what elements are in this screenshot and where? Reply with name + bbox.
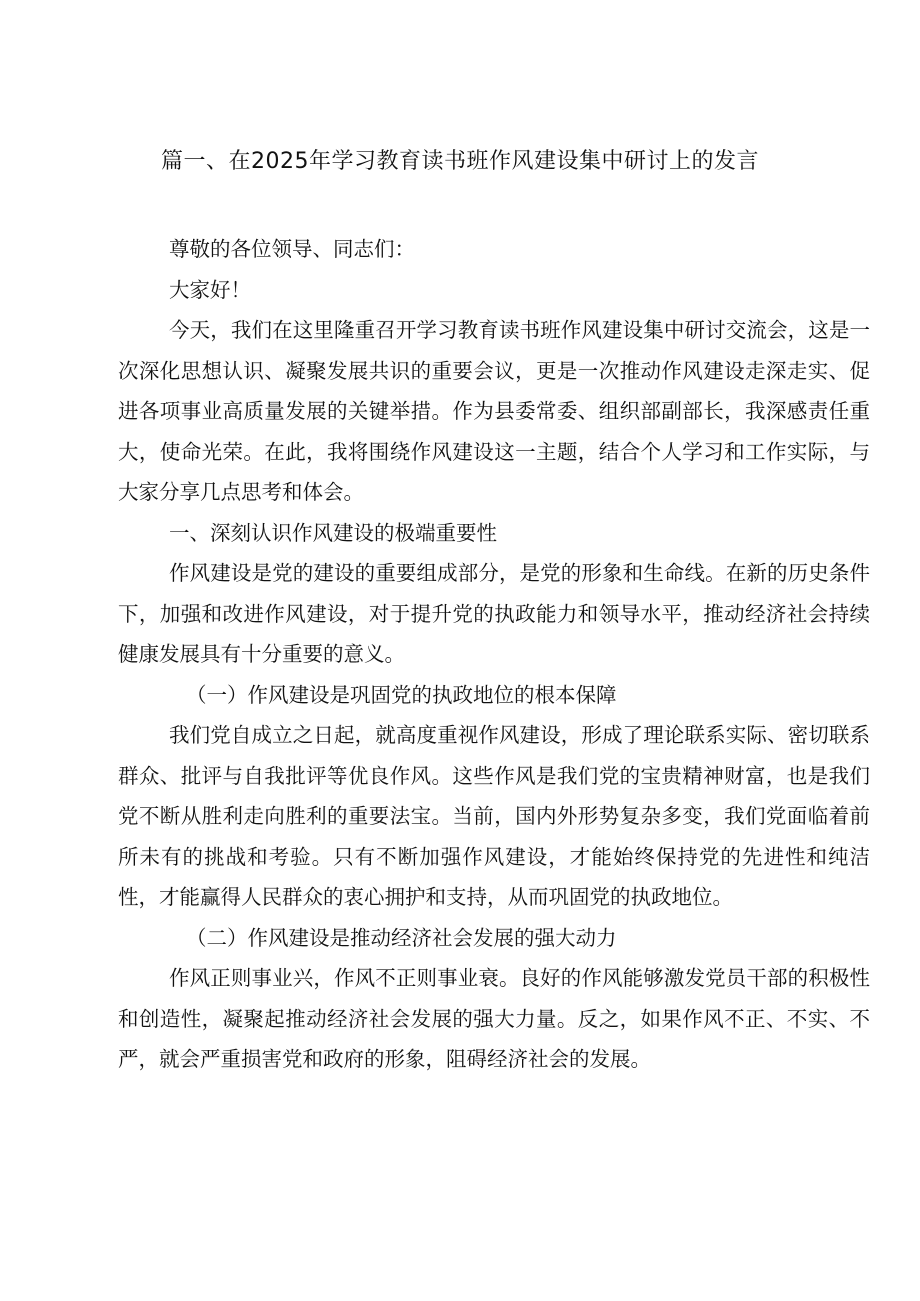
subsection-1-paragraph: 我们党自成立之日起，就高度重视作风建设，形成了理论联系实际、密切联系群众、批评与自我批评等优良作风。这些作风是我们党的宝贵精神财富，也是我们党不断从胜利走向胜利的重要法宝。当前，国内外形势复杂多变，我们党面临着前所未有的挑战和考验。只有不断加强作风建设，才能始终保持党的先进性和纯洁性，才能赢得人民群众的衷心拥护和支持，从而巩固党的执政地位。 bbox=[118, 723, 870, 909]
section-heading-1: 一、深刻认识作风建设的极端重要性 bbox=[169, 520, 497, 545]
salutation: 尊敬的各位领导、同志们： bbox=[169, 237, 415, 261]
intro-paragraph: 今天，我们在这里隆重召开学习教育读书班作风建设集中研讨交流会，这是一次深化思想认识、凝聚发展共识的重要会议，更是一次推动作风建设走深走实、促进各项事业高质量发展的关键举措。作为县委常委、组织部副部长，我深感责任重大，使命光荣。在此，我将围绕作风建设这一主题，结合个人学习和工作实际，与大家分享几点思考和体会。 bbox=[118, 318, 870, 504]
greeting: 大家好！ bbox=[169, 277, 251, 302]
section-1-paragraph: 作风建设是党的建设的重要组成部分，是党的形象和生命线。在新的历史条件下，加强和改进作风建设，对于提升党的执政能力和领导水平，推动经济社会持续健康发展具有十分重要的意义。 bbox=[118, 561, 870, 666]
subsection-heading-1: （一）作风建设是巩固党的执政地位的根本保障 bbox=[186, 682, 617, 707]
subsection-2-paragraph: 作风正则事业兴，作风不正则事业衰。良好的作风能够激发党员干部的积极性和创造性，凝聚起推动经济社会发展的强大力量。反之，如果作风不正、不实、不严，就会严重损害党和政府的形象，阻碍经济社会的发展。 bbox=[118, 966, 870, 1071]
document-body bbox=[118, 229, 870, 1080]
document-title: 篇一、在2025年学习教育读书班作风建设集中研讨上的发言 bbox=[161, 149, 759, 174]
subsection-heading-2: （二）作风建设是推动经济社会发展的强大动力 bbox=[186, 925, 617, 950]
